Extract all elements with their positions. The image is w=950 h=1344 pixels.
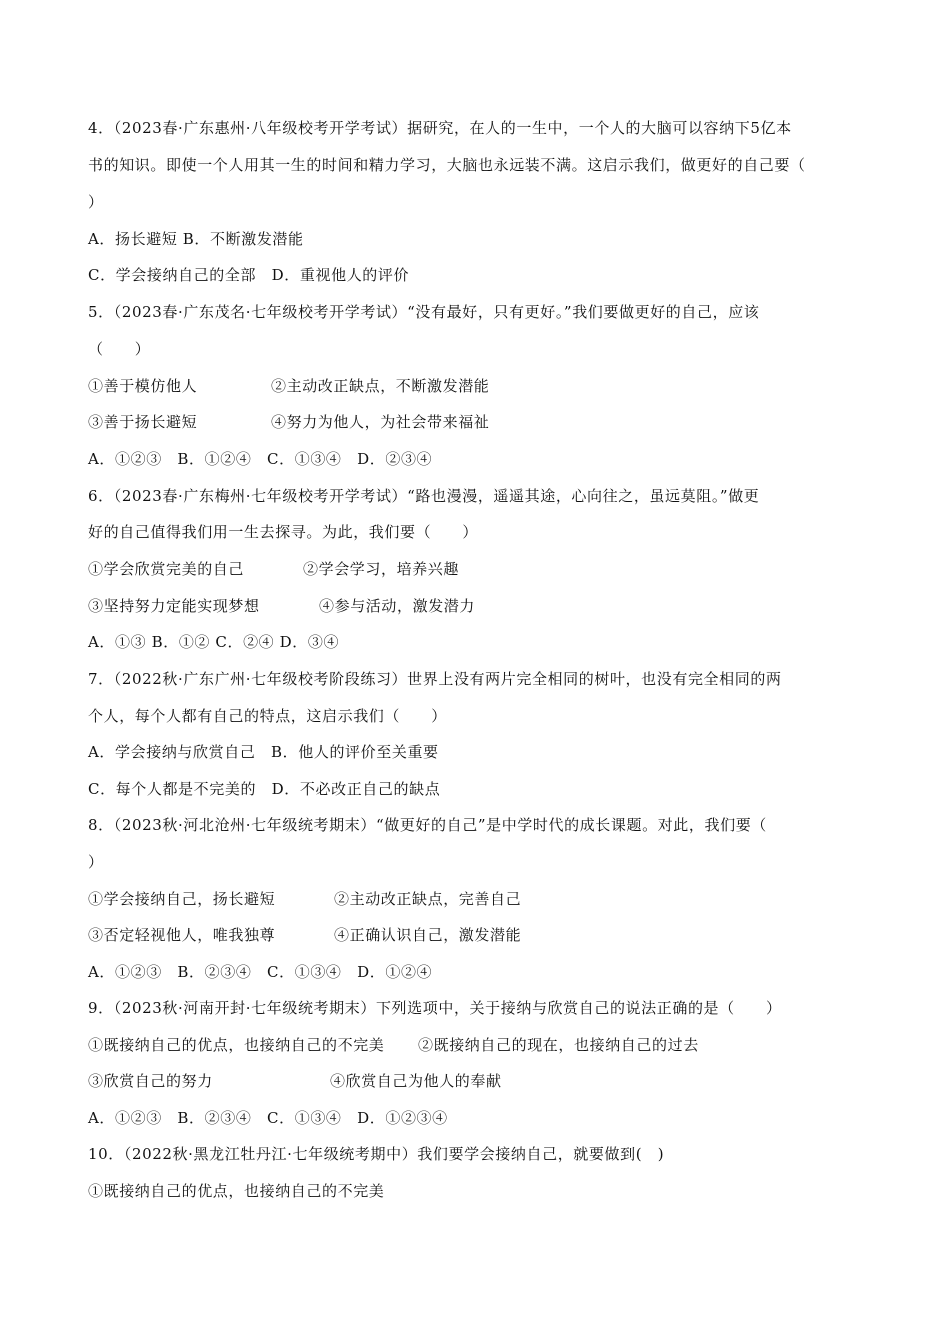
question-6-item: ④参与活动，激发潜力 bbox=[319, 597, 476, 615]
question-5-item: ①善于模仿他人 bbox=[88, 377, 198, 395]
question-8-option-line: A．①②③ B．②③④ C．①③④ D．①②④ bbox=[88, 963, 433, 981]
question-9-item: ④欣赏自己为他人的奉献 bbox=[330, 1072, 502, 1090]
question-5-line-2: （ ） bbox=[88, 340, 151, 358]
question-8-item: ④正确认识自己，激发潜能 bbox=[334, 926, 522, 944]
question-4-line-2: 书的知识。即使一个人用其一生的时间和精力学习，大脑也永远装不满。这启示我们，做更好的自己要（ bbox=[88, 156, 806, 174]
question-9-option-line: A．①②③ B．②③④ C．①③④ D．①②③④ bbox=[88, 1109, 448, 1127]
question-9-line-1: 9．（2023秋·河南开封·七年级统考期末）下列选项中，关于接纳与欣赏自己的说法正确的是（ ） bbox=[88, 999, 782, 1017]
question-8-line-1: 8．（2023秋·河北沧州·七年级统考期末）“做更好的自己”是中学时代的成长课题。对此，我们要（ bbox=[88, 816, 767, 834]
question-8-item: ①学会接纳自己，扬长避短 bbox=[88, 890, 276, 908]
question-9-item: ②既接纳自己的现在，也接纳自己的过去 bbox=[418, 1036, 699, 1054]
question-5-option-line: A．①②③ B．①②④ C．①③④ D．②③④ bbox=[88, 450, 433, 468]
question-6-item: ③坚持努力定能实现梦想 bbox=[88, 597, 260, 615]
question-8-item: ②主动改正缺点，完善自己 bbox=[334, 890, 522, 908]
question-6-line-1: 6．（2023春·广东梅州·七年级校考开学考试）“路也漫漫，遥遥其途，心向往之，虽远莫阻。”做更 bbox=[88, 487, 760, 505]
question-6-line-2: 好的自己值得我们用一生去探寻。为此，我们要（ ） bbox=[88, 523, 479, 541]
question-4-line-1: 4．（2023春·广东惠州·八年级校考开学考试）据研究，在人的一生中，一个人的大脑可以容纳下5亿本 bbox=[88, 119, 792, 137]
question-6-item: ①学会欣赏完美的自己 bbox=[88, 560, 245, 578]
question-9-item: ③欣赏自己的努力 bbox=[88, 1072, 213, 1090]
question-10-line-1: 10．（2022秋·黑龙江牡丹江·七年级统考期中）我们要学会接纳自己，就要做到( ) bbox=[88, 1145, 665, 1163]
question-8-line-2: ） bbox=[88, 853, 104, 871]
question-5-item: ②主动改正缺点，不断激发潜能 bbox=[271, 377, 490, 395]
question-7-line-1: 7．（2022秋·广东广州·七年级校考阶段练习）世界上没有两片完全相同的树叶，也没有完全相同的两 bbox=[88, 670, 782, 688]
question-8-item: ③否定轻视他人，唯我独尊 bbox=[88, 926, 276, 944]
question-9-item: ①既接纳自己的优点，也接纳自己的不完美 bbox=[88, 1036, 385, 1054]
question-6-item: ②学会学习，培养兴趣 bbox=[303, 560, 460, 578]
question-7-option-line: C．每个人都是不完美的 D．不必改正自己的缺点 bbox=[88, 780, 441, 798]
question-7-line-2: 个人，每个人都有自己的特点，这启示我们（ ） bbox=[88, 707, 447, 725]
question-4-option-line: C．学会接纳自己的全部 D．重视他人的评价 bbox=[88, 266, 410, 284]
question-5-item: ④努力为他人，为社会带来福祉 bbox=[271, 413, 490, 431]
question-4-option-line: A．扬长避短 B．不断激发潜能 bbox=[88, 230, 304, 248]
question-10-item: ①既接纳自己的优点，也接纳自己的不完美 bbox=[88, 1182, 385, 1200]
question-5-item: ③善于扬长避短 bbox=[88, 413, 198, 431]
question-7-option-line: A．学会接纳与欣赏自己 B．他人的评价至关重要 bbox=[88, 743, 439, 761]
question-5-line-1: 5．（2023春·广东茂名·七年级校考开学考试）“没有最好，只有更好。”我们要做更好的自己，应该 bbox=[88, 303, 760, 321]
question-4-line-3: ） bbox=[88, 193, 104, 211]
question-6-option-line: A．①③ B．①② C．②④ D．③④ bbox=[88, 633, 340, 651]
